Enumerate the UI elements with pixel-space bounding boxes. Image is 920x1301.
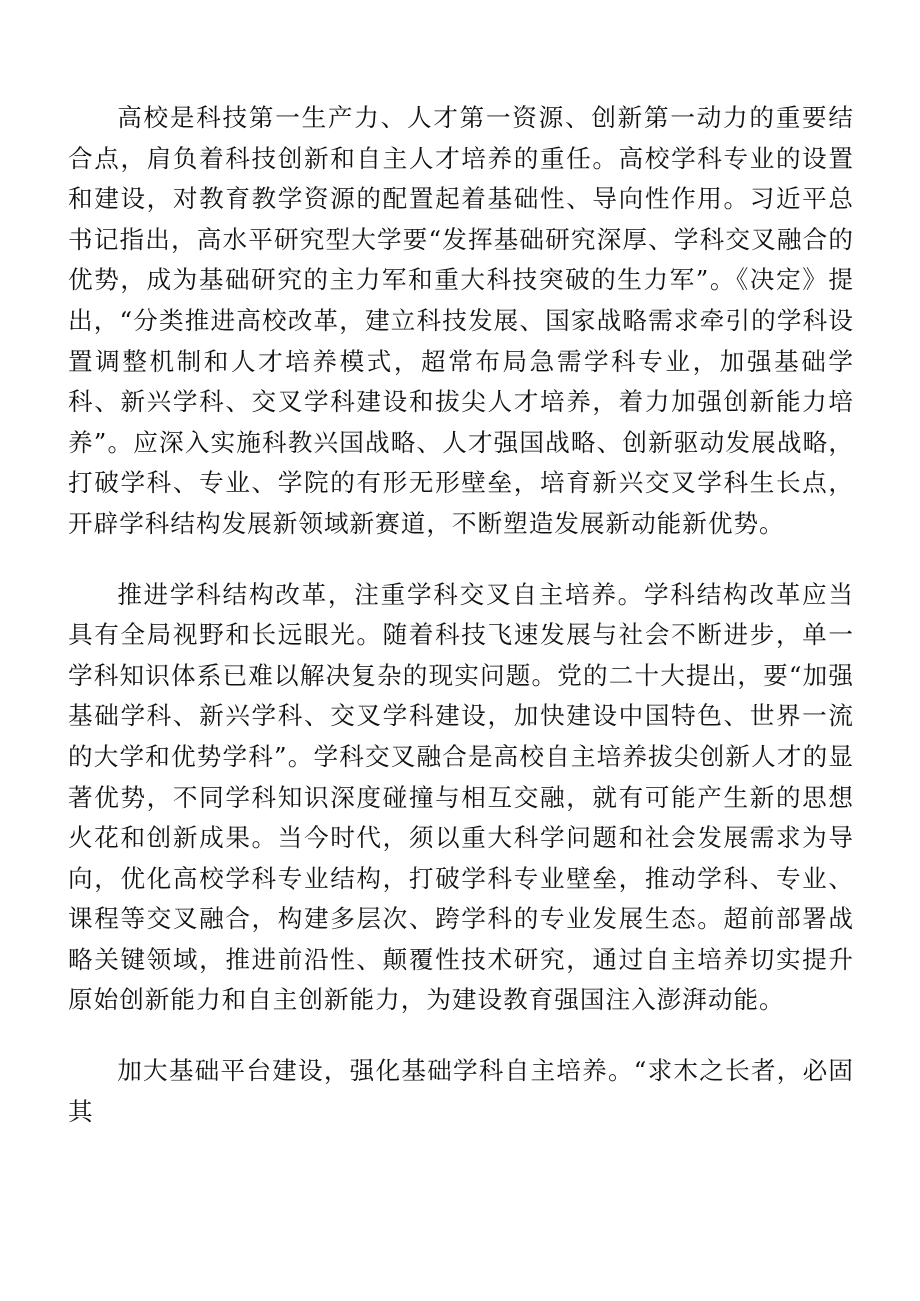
paragraph-1: 高校是科技第一生产力、人才第一资源、创新第一动力的重要结合点，肩负着科技创新和自主人才培养的重任。高校学科专业的设置和建设，对教育教学资源的配置起着基础性、导向性作用。习近平总书记指出，高水平研究型大学要“发挥基础研究深厚、学科交叉融合的优势，成为基础研究的主力军和重大科技突破的生力军”。《决定》提出，“分类推进高校改革，建立科技发展、国家战略需求牵引的学科设置调整机制和人才培养模式，超常布局急需学科专业，加强基础学科、新兴学科、交叉学科建设和拔尖人才培养，着力加强创新能力培养”。应深入实施科教兴国战略、人才强国战略、创新驱动发展战略，打破学科、专业、学院的有形无形壁垒，培育新兴交叉学科生长点，开辟学科结构发展新领域新赛道，不断塑造发展新动能新优势。 xyxy=(68,103,854,538)
paragraph-2: 推进学科结构改革，注重学科交叉自主培养。学科结构改革应当具有全局视野和长远眼光。随着科技飞速发展与社会不断进步，单一学科知识体系已难以解决复杂的现实问题。党的二十大提出，要“加强基础学科、新兴学科、交叉学科建设，加快建设中国特色、世界一流的大学和优势学科”。学科交叉融合是高校自主培养拔尖创新人才的显著优势，不同学科知识深度碰撞与相互交融，就有可能产生新的思想火花和创新成果。当今时代，须以重大科学问题和社会发展需求为导向，优化高校学科专业结构，打破学科专业壁垒，推动学科、专业、课程等交叉融合，构建多层次、跨学科的专业发展生态。超前部署战略关键领域，推进前沿性、颠覆性技术研究，通过自主培养切实提升原始创新能力和自主创新能力，为建设教育强国注入澎湃动能。 xyxy=(68,579,854,1015)
document-body xyxy=(68,98,854,1132)
paragraph-3: 加大基础平台建设，强化基础学科自主培养。“求木之长者，必固其 xyxy=(68,1056,854,1126)
